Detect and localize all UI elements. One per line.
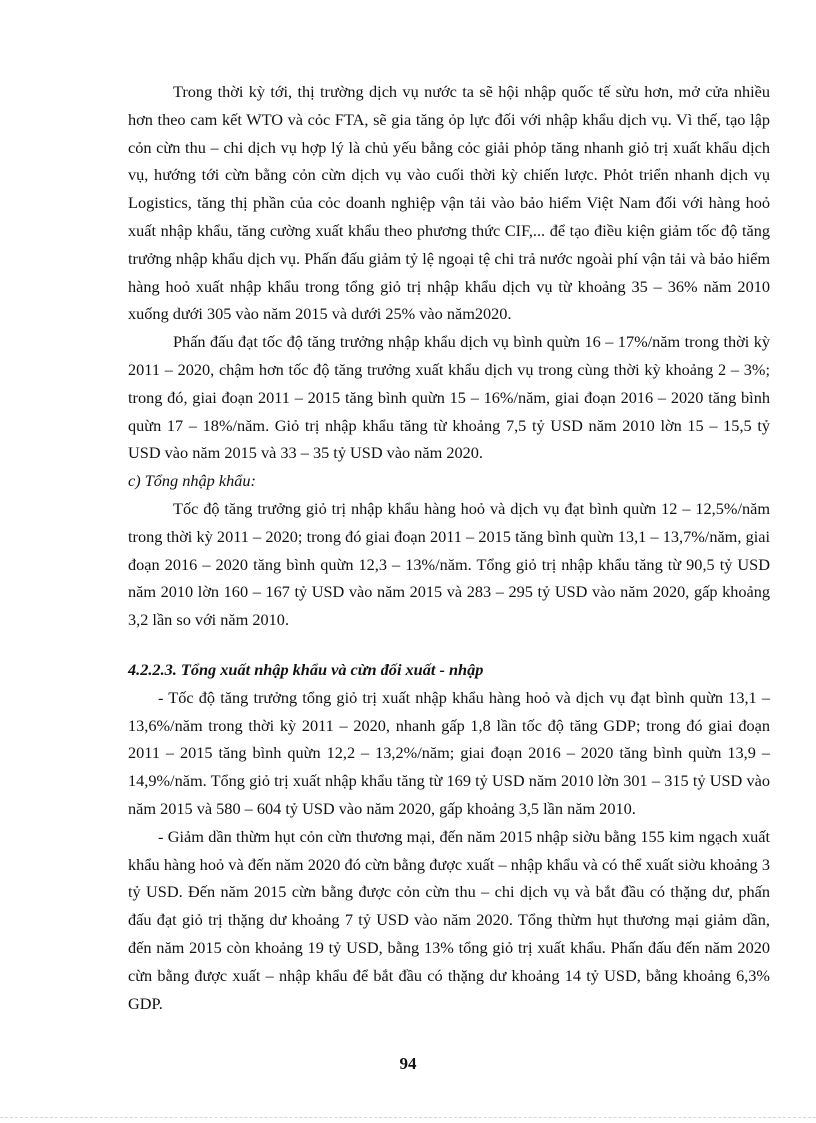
paragraph-services-import-context: Trong thời kỳ tới, thị trường dịch vụ nước ta sẽ hội nhập quốc tế sừu hơn, mở cửa nhiều hơn theo cam kết WTO và cỏc FTA, sẽ gia tăng ỏp lực đối với nhập khẩu dịch vụ. Vì thế, tạo lập cỏn cừn thu – chi dịch vụ hợp lý là chủ yếu bằng cỏc giải phỏp tăng nhanh giỏ trị xuất khẩu dịch vụ, hướng tới cừn bằng cỏn cừn dịch vụ vào cuối thời kỳ chiến lược. Phỏt triển nhanh dịch vụ Logistics, tăng thị phần của cỏc doanh nghiệp vận tải vào bảo hiểm Việt Nam đối với hàng hoỏ xuất nhập khẩu, tăng cường xuất khẩu theo phương thức CIF,... để tạo điều kiện giảm tốc độ tăng trưởng nhập khẩu dịch vụ. Phấn đấu giảm tỷ lệ ngoại tệ chi trả nước ngoài phí vận tải và bảo hiểm hàng hoỏ xuất nhập khẩu trong tổng giỏ trị nhập khẩu dịch vụ từ khoảng 35 – 36% năm 2010 xuống dưới 305 vào năm 2015 và dưới 25% vào năm2020. xyxy=(128,82,770,324)
section-heading-4-2-2-3: 4.2.2.3. Tổng xuất nhập khẩu và cừn đối xuất - nhập xyxy=(128,659,484,679)
paragraph-trade-balance: - Giảm dần thừm hụt cỏn cừn thương mại, đến năm 2015 nhập siờu bằng 155 kim ngạch xuất khẩu hàng hoỏ và đến năm 2020 đó cừn bằng được xuất – nhập khẩu và có thể xuất siờu khoảng 3 tỷ USD. Đến năm 2015 cừn bằng được cỏn cừn thu – chi dịch vụ và bắt đầu có thặng dư, phấn đấu đạt giỏ trị thặng dư khoảng 7 tỷ USD vào năm 2020. Tổng thừm hụt thương mại giảm dần, đến năm 2015 còn khoảng 19 tỷ USD, bằng 13% tổng giỏ trị xuất khẩu. Phấn đấu đến năm 2020 cừn bằng được xuất – nhập khẩu để bắt đầu có thặng dư khoảng 14 tỷ USD, bằng khoảng 6,3% GDP. xyxy=(128,826,770,1013)
paragraph-total-import: Tốc độ tăng trưởng giỏ trị nhập khẩu hàng hoỏ và dịch vụ đạt bình quừn 12 – 12,5%/năm trong thời kỳ 2011 – 2020; trong đó giai đoạn 2011 – 2015 tăng bình quừn 13,1 – 13,7%/năm, giai đoạn 2016 – 2020 tăng bình quừn 12,3 – 13%/năm. Tổng giỏ trị nhập khẩu tăng từ 90,5 tỷ USD năm 2010 lờn 160 – 167 tỷ USD vào năm 2015 và 283 – 295 tỷ USD vào năm 2020, gấp khoảng 3,2 lần so với năm 2010. xyxy=(128,498,770,630)
paragraph-total-trade-growth: - Tốc độ tăng trưởng tổng giỏ trị xuất nhập khẩu hàng hoỏ và dịch vụ đạt bình quừn 13,1 – 13,6%/năm trong thời kỳ 2011 – 2020, nhanh gấp 1,8 lần tốc độ tăng GDP; trong đó giai đoạn 2011 – 2015 tăng bình quừn 12,2 – 13,2%/năm; giai đoạn 2016 – 2020 tăng bình quừn 13,9 – 14,9%/năm. Tổng giỏ trị xuất nhập khẩu tăng từ 169 tỷ USD năm 2010 lờn 301 – 315 tỷ USD vào năm 2015 và 580 – 604 tỷ USD vào năm 2020, gấp khoảng 3,5 lần năm 2010. xyxy=(128,687,770,818)
section-gap xyxy=(128,634,770,656)
page-number: 94 xyxy=(399,1054,417,1073)
page-bottom-divider xyxy=(0,1117,816,1118)
subheading-total-import: c) Tổng nhập khẩu: xyxy=(128,471,256,491)
page-body xyxy=(128,78,770,1017)
paragraph-services-import-growth: Phấn đấu đạt tốc độ tăng trưởng nhập khẩu dịch vụ bình quừn 16 – 17%/năm trong thời kỳ 2011 – 2020, chậm hơn tốc độ tăng trưởng xuất khẩu dịch vụ trong cùng thời kỳ khoảng 2 – 3%; trong đó, giai đoạn 2011 – 2015 tăng bình quừn 15 – 16%/năm, giai đoạn 2016 – 2020 tăng bình quừn 17 – 18%/năm. Giỏ trị nhập khẩu tăng từ khoảng 7,5 tỷ USD năm 2010 lờn 15 – 15,5 tỷ USD vào năm 2015 và 33 – 35 tỷ USD vào năm 2020. xyxy=(128,332,770,463)
